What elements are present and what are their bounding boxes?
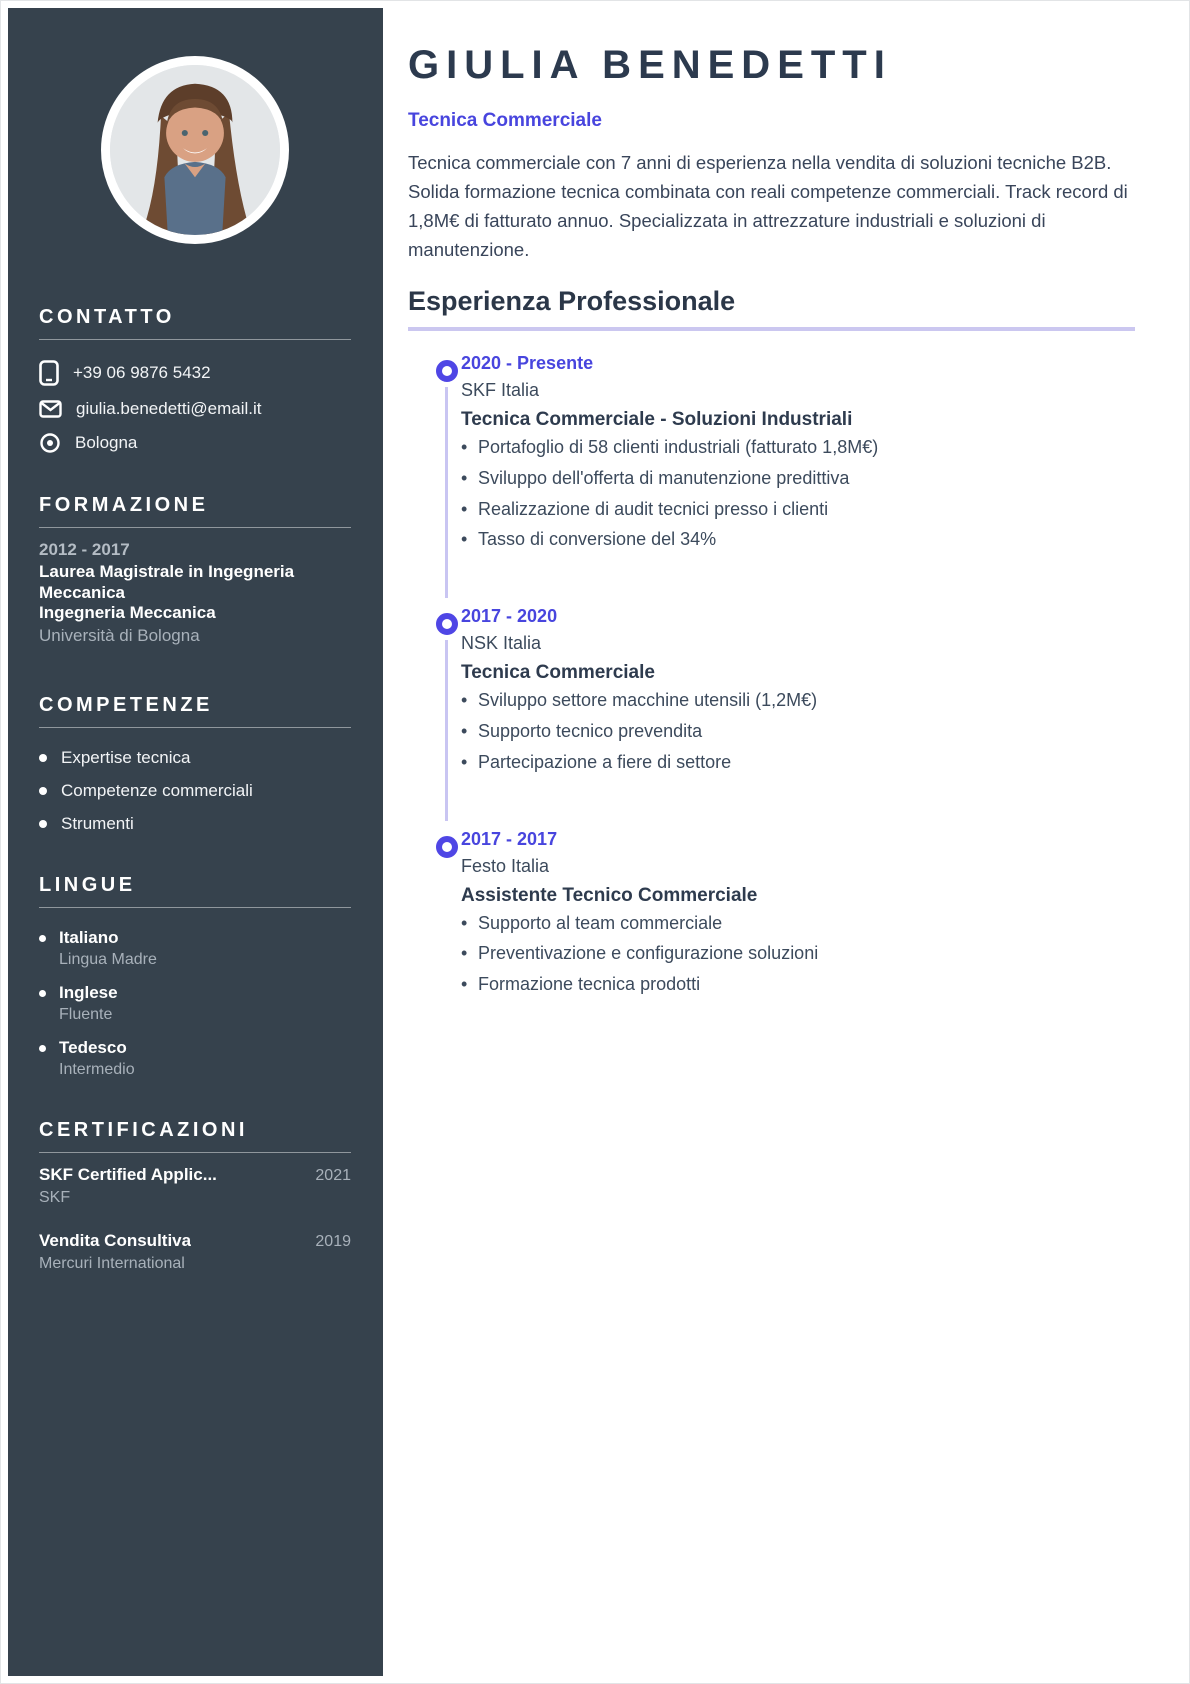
education-degree: Laurea Magistrale in Ingegneria Meccanica [39,562,295,602]
skill-item [39,781,351,801]
timeline-marker-icon [436,360,458,382]
language-item [39,983,351,1024]
experience-period: 2017 - 2017 [461,828,558,849]
sidebar [8,8,383,1676]
skill-item [39,814,351,834]
certification-name: SKF Certified Applic... [39,1165,217,1185]
phone-value: +39 06 9876 5432 [73,363,211,382]
main-content [408,43,1135,1006]
experience-item [408,829,1135,995]
bullet-icon [39,1045,46,1052]
experience-company: SKF Italia [461,380,540,400]
divider [39,527,351,528]
experience-period: 2020 - Presente [461,353,594,373]
experience-item [408,606,1135,772]
skill-label: Competenze commerciali [61,781,253,801]
skills-heading: COMPETENZE [39,694,213,717]
bullet-icon [39,935,46,942]
skills-section [39,694,351,834]
person-name: GIULIA BENEDETTI [408,43,892,87]
experience-bullet: • Supporto al team commerciale [461,914,1135,934]
certification-item [39,1231,351,1273]
certification-item [39,1165,351,1207]
bullet-icon [39,754,47,762]
experience-heading: Esperienza Professionale [408,286,736,316]
experience-bullet: • Tasso di conversione del 34% [461,530,1135,550]
timeline-marker-icon [436,836,458,858]
experience-bullet: • Portafoglio di 58 clienti industriali (fatturato 1,8M€) [461,438,1135,458]
avatar [101,56,289,244]
divider [39,1152,351,1153]
experience-company: Festo Italia [461,855,550,876]
avatar-wrap [39,56,351,244]
language-name: Italiano [59,928,119,948]
language-name: Tedesco [59,1038,127,1058]
summary-paragraph: Tecnica commerciale con 7 anni di esperienza nella vendita di soluzioni tecniche B2B. Solida formazione tecnica combinata con reali competenze commerciali. Track record di 1,8M€ di fatturato annuo. Specializzata in attrezzature industriali e soluzioni di manutenzione. [408,152,1128,260]
experience-bullet: • Sviluppo dell'offerta di manutenzione predittiva [461,469,1135,489]
certifications-heading: CERTIFICAZIONI [39,1119,248,1142]
certifications-section [39,1119,351,1273]
education-section [39,494,351,646]
contact-phone-row [39,360,351,386]
language-level: Lingua Madre [59,951,157,969]
job-title: Tecnica Commerciale [408,110,602,131]
education-school: Università di Bologna [39,626,200,646]
experience-item [408,353,1135,550]
experience-period: 2017 - 2020 [461,606,558,627]
languages-section [39,874,351,1079]
experience-company: NSK Italia [461,633,542,654]
language-level: Fluente [59,1006,113,1024]
email-value: giulia.benedetti@email.it [76,399,262,418]
languages-heading: LINGUE [39,874,136,897]
experience-bullet: • Formazione tecnica prodotti [461,975,1135,995]
location-value: Bologna [75,433,138,452]
experience-bullet: • Sviluppo settore macchine utensili (1,2M€) [461,691,1135,711]
certification-year: 2019 [315,1233,351,1251]
experience-role: Tecnica Commerciale - Soluzioni Industriali [461,409,853,430]
language-name: Inglese [59,983,118,1003]
bullet-icon [39,787,47,795]
bullet-icon [39,990,46,997]
contact-section [39,306,351,454]
contact-email-row [39,399,351,419]
experience-underline [408,327,1135,331]
phone-icon [39,360,59,386]
divider [39,727,351,728]
skill-item [39,748,351,768]
experience-bullets [461,914,1135,995]
experience-bullets [461,691,1135,772]
mail-icon [39,400,62,418]
bullet-icon [39,820,47,828]
contact-location-row [39,432,351,454]
timeline-marker-icon [436,613,458,635]
experience-bullet: • Supporto tecnico prevendita [461,722,1135,742]
education-heading: FORMAZIONE [39,494,209,516]
language-item [39,1038,351,1079]
experience-bullet: • Realizzazione di audit tecnici presso i clienti [461,500,1135,520]
experience-role: Assistente Tecnico Commerciale [461,884,758,906]
portrait-photo-placeholder [110,65,280,235]
skill-label: Expertise tecnica [61,748,191,768]
certification-name: Vendita Consultiva [39,1231,192,1251]
education-period: 2012 - 2017 [39,540,130,559]
divider [39,339,351,340]
certification-issuer: SKF [39,1189,71,1207]
language-item [39,928,351,969]
certification-issuer: Mercuri International [39,1255,185,1273]
certification-year: 2021 [315,1167,351,1185]
skill-label: Strumenti [61,814,134,834]
education-field: Ingegneria Meccanica [39,603,216,623]
experience-role: Tecnica Commerciale [461,662,655,684]
location-icon [39,432,61,454]
experience-bullets [461,438,1135,550]
language-level: Intermedio [59,1061,135,1079]
divider [39,907,351,908]
contact-heading: CONTATTO [39,306,175,328]
experience-bullet: • Partecipazione a fiere di settore [461,753,1135,773]
experience-bullet: • Preventivazione e configurazione soluzioni [461,944,1135,964]
